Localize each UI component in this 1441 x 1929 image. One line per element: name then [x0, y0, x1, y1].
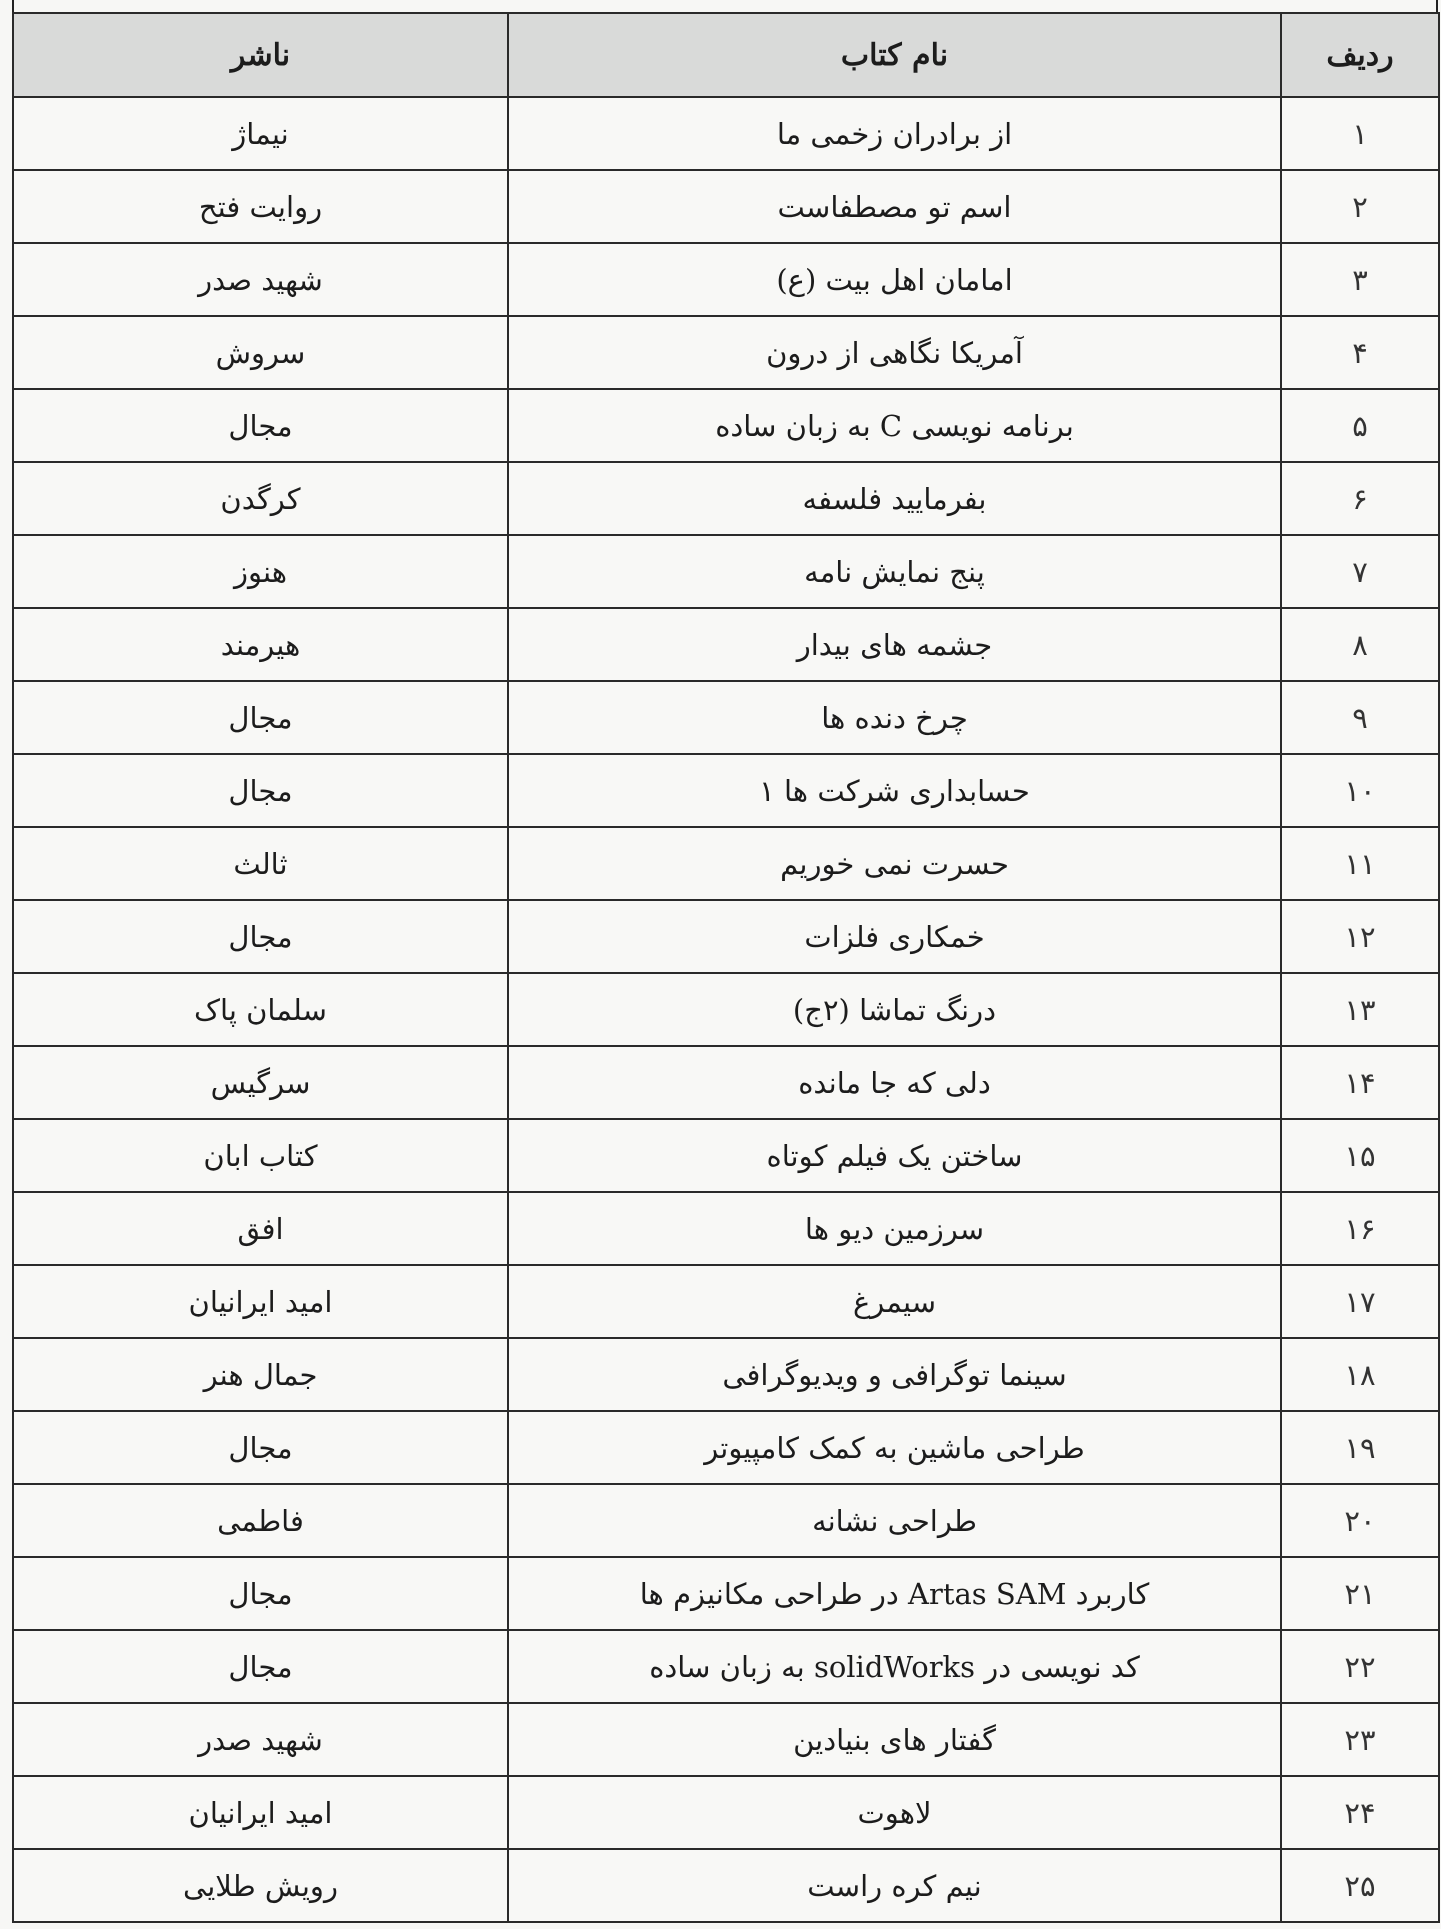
publisher-name: جمال هنر — [13, 1338, 508, 1411]
table-row — [13, 1703, 1439, 1776]
header-index: ردیف — [1281, 13, 1439, 97]
row-index: ۱۹ — [1281, 1411, 1439, 1484]
book-title: سیمرغ — [508, 1265, 1281, 1338]
table-row — [13, 1849, 1439, 1922]
table-row — [13, 389, 1439, 462]
publisher-name: کتاب ابان — [13, 1119, 508, 1192]
book-title: طراحی ماشین به کمک کامپیوتر — [508, 1411, 1281, 1484]
book-title: پنج نمایش نامه — [508, 535, 1281, 608]
header-row — [13, 13, 1439, 97]
header-publisher: ناشر — [13, 13, 508, 97]
row-index: ۲۵ — [1281, 1849, 1439, 1922]
book-title: جشمه های بیدار — [508, 608, 1281, 681]
publisher-name: نیماژ — [13, 97, 508, 170]
publisher-name: مجال — [13, 1630, 508, 1703]
row-index: ۱۵ — [1281, 1119, 1439, 1192]
publisher-name: مجال — [13, 900, 508, 973]
table-row — [13, 1484, 1439, 1557]
table-row — [13, 243, 1439, 316]
row-index: ۲۰ — [1281, 1484, 1439, 1557]
book-title: کد نویسی در solidWorks به زبان ساده — [508, 1630, 1281, 1703]
book-title: آمریکا نگاهی از درون — [508, 316, 1281, 389]
row-index: ۳ — [1281, 243, 1439, 316]
row-index: ۱۶ — [1281, 1192, 1439, 1265]
row-index: ۱۳ — [1281, 973, 1439, 1046]
row-index: ۱۰ — [1281, 754, 1439, 827]
table-row — [13, 1557, 1439, 1630]
book-title: دلی که جا مانده — [508, 1046, 1281, 1119]
book-title: امامان اهل بیت (ع) — [508, 243, 1281, 316]
books-table — [12, 12, 1440, 1923]
publisher-name: سروش — [13, 316, 508, 389]
table-row — [13, 462, 1439, 535]
publisher-name: امید ایرانیان — [13, 1776, 508, 1849]
table-row — [13, 1630, 1439, 1703]
table-row — [13, 535, 1439, 608]
row-index: ۲۳ — [1281, 1703, 1439, 1776]
table-row — [13, 170, 1439, 243]
publisher-name: مجال — [13, 1411, 508, 1484]
publisher-name: شهید صدر — [13, 1703, 508, 1776]
book-title: لاهوت — [508, 1776, 1281, 1849]
row-index: ۲ — [1281, 170, 1439, 243]
table-row — [13, 1776, 1439, 1849]
row-index: ۴ — [1281, 316, 1439, 389]
publisher-name: ثالث — [13, 827, 508, 900]
book-title: خمکاری فلزات — [508, 900, 1281, 973]
row-index: ۲۴ — [1281, 1776, 1439, 1849]
publisher-name: کرگدن — [13, 462, 508, 535]
publisher-name: هنوز — [13, 535, 508, 608]
book-title: نیم کره راست — [508, 1849, 1281, 1922]
book-title: بفرمایید فلسفه — [508, 462, 1281, 535]
book-title: گفتار های بنیادین — [508, 1703, 1281, 1776]
publisher-name: مجال — [13, 681, 508, 754]
table-row — [13, 1119, 1439, 1192]
book-title: سینما توگرافی و ویدیوگرافی — [508, 1338, 1281, 1411]
publisher-name: سلمان پاک — [13, 973, 508, 1046]
row-index: ۲۱ — [1281, 1557, 1439, 1630]
row-index: ۱۱ — [1281, 827, 1439, 900]
book-title: چرخ دنده ها — [508, 681, 1281, 754]
table-row — [13, 1338, 1439, 1411]
table-row — [13, 1411, 1439, 1484]
table-row — [13, 827, 1439, 900]
publisher-name: هیرمند — [13, 608, 508, 681]
table-row — [13, 316, 1439, 389]
book-title: طراحی نشانه — [508, 1484, 1281, 1557]
publisher-name: افق — [13, 1192, 508, 1265]
table-row — [13, 608, 1439, 681]
book-title: کاربرد Artas SAM در طراحی مکانیزم ها — [508, 1557, 1281, 1630]
book-title: از برادران زخمی ما — [508, 97, 1281, 170]
table-row — [13, 97, 1439, 170]
publisher-name: شهید صدر — [13, 243, 508, 316]
publisher-name: مجال — [13, 389, 508, 462]
table-row — [13, 973, 1439, 1046]
book-title: اسم تو مصطفاست — [508, 170, 1281, 243]
row-index: ۱۲ — [1281, 900, 1439, 973]
table-row — [13, 1046, 1439, 1119]
header-title: نام کتاب — [508, 13, 1281, 97]
book-title: حسرت نمی خوریم — [508, 827, 1281, 900]
book-title: حسابداری شرکت ها ۱ — [508, 754, 1281, 827]
row-index: ۱۸ — [1281, 1338, 1439, 1411]
publisher-name: سرگیس — [13, 1046, 508, 1119]
row-index: ۹ — [1281, 681, 1439, 754]
row-index: ۲۲ — [1281, 1630, 1439, 1703]
book-title: درنگ تماشا (۲ج) — [508, 973, 1281, 1046]
publisher-name: روایت فتح — [13, 170, 508, 243]
book-title: سرزمین دیو ها — [508, 1192, 1281, 1265]
row-index: ۱۴ — [1281, 1046, 1439, 1119]
table-row — [13, 754, 1439, 827]
row-index: ۱ — [1281, 97, 1439, 170]
publisher-name: رویش طلایی — [13, 1849, 508, 1922]
table-row — [13, 900, 1439, 973]
table-top-edge — [12, 0, 1438, 12]
row-index: ۱۷ — [1281, 1265, 1439, 1338]
publisher-name: امید ایرانیان — [13, 1265, 508, 1338]
table-row — [13, 1265, 1439, 1338]
book-title: ساختن یک فیلم کوتاه — [508, 1119, 1281, 1192]
publisher-name: فاطمی — [13, 1484, 508, 1557]
publisher-name: مجال — [13, 1557, 508, 1630]
row-index: ۸ — [1281, 608, 1439, 681]
book-title: برنامه نویسی C به زبان ساده — [508, 389, 1281, 462]
table-row — [13, 681, 1439, 754]
row-index: ۵ — [1281, 389, 1439, 462]
row-index: ۷ — [1281, 535, 1439, 608]
row-index: ۶ — [1281, 462, 1439, 535]
table-row — [13, 1192, 1439, 1265]
publisher-name: مجال — [13, 754, 508, 827]
